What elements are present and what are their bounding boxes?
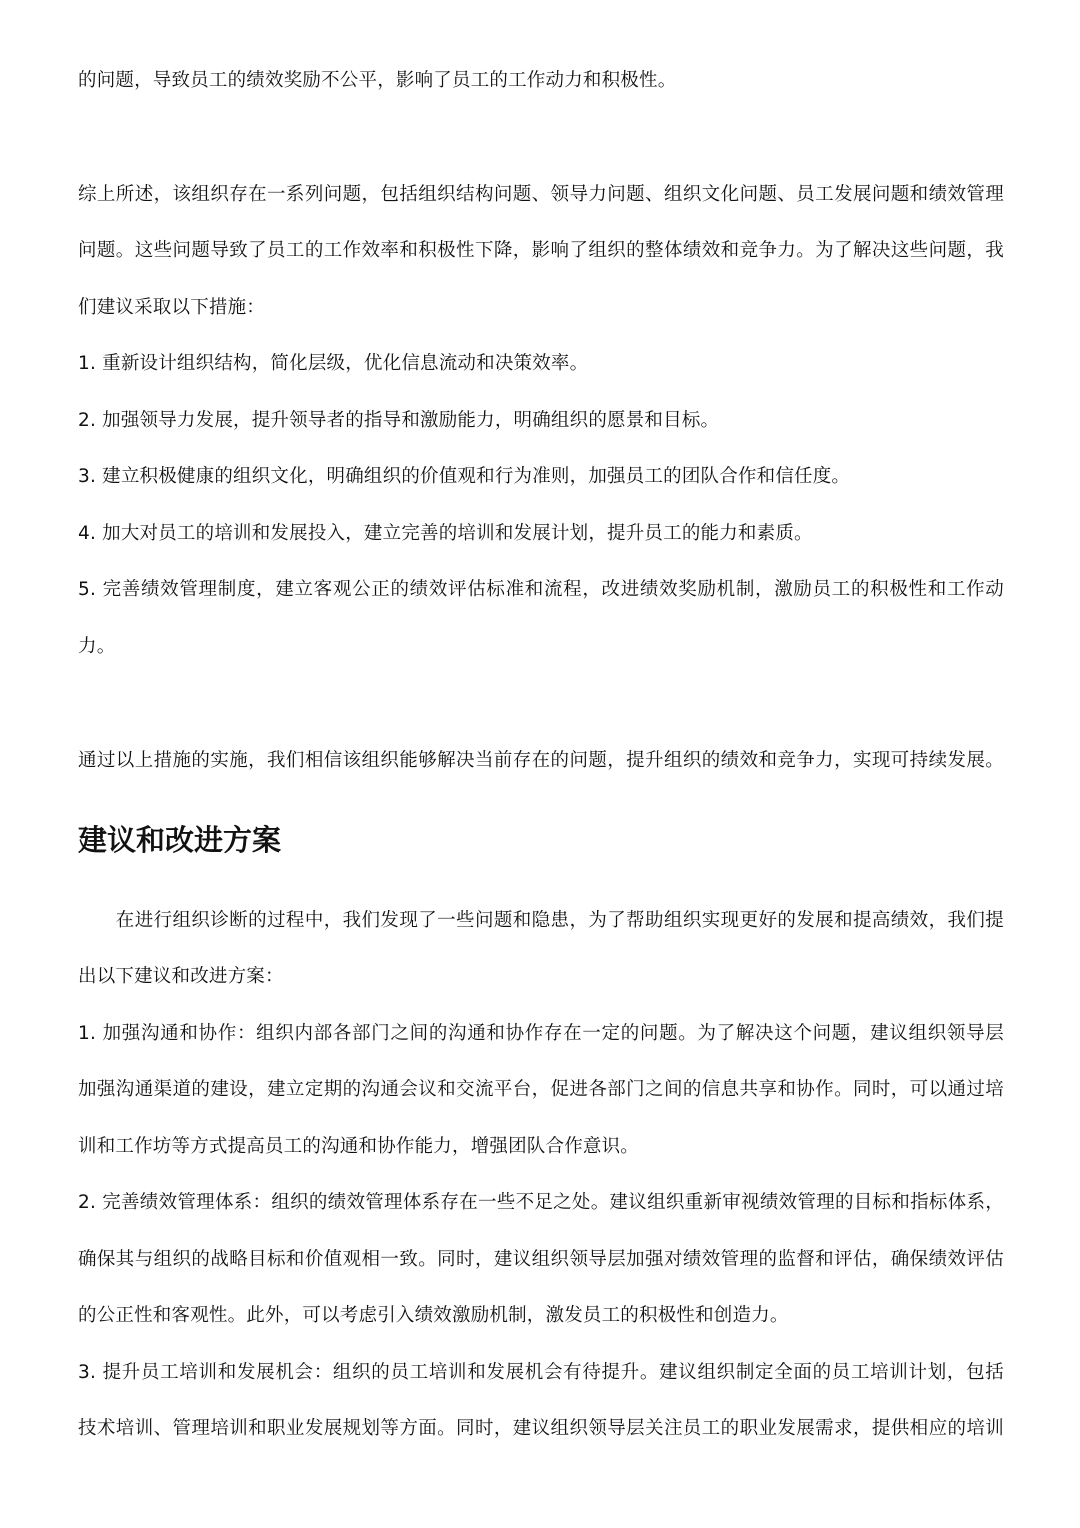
section-heading: 建议和改进方案: [78, 823, 282, 857]
list-item: 1. 重新设计组织结构，简化层级，优化信息流动和决策效率。: [78, 353, 589, 374]
text-line: 的公正性和客观性。此外，可以考虑引入绩效激励机制，激发员工的积极性和创造力。: [78, 1305, 789, 1326]
text-line: 在进行组织诊断的过程中，我们发现了一些问题和隐患，为了帮助组织实现更好的发展和提高绩效，我们提: [78, 910, 1004, 931]
text-line: 确保其与组织的战略目标和价值观相一致。同时，建议组织领导层加强对绩效管理的监督和评估，确保绩效评估: [78, 1249, 1004, 1270]
list-item: 4. 加大对员工的培训和发展投入，建立完善的培训和发展计划，提升员工的能力和素质。: [78, 523, 813, 544]
text-line: 训和工作坊等方式提高员工的沟通和协作能力，增强团队合作意识。: [78, 1136, 640, 1157]
text-line: 通过以上措施的实施，我们相信该组织能够解决当前存在的问题，提升组织的绩效和竞争力，实现可持续发展。: [78, 750, 1004, 771]
text-line: 技术培训、管理培训和职业发展规划等方面。同时，建议组织领导层关注员工的职业发展需求，提供相应的培训: [78, 1418, 1004, 1439]
list-item: 3. 建立积极健康的组织文化，明确组织的价值观和行为准则，加强员工的团队合作和信任度。: [78, 466, 851, 487]
text-line: 力。: [78, 636, 116, 657]
text-line: 们建议采取以下措施：: [78, 297, 266, 318]
text-line: 出以下建议和改进方案：: [78, 966, 284, 987]
list-item: 2. 加强领导力发展，提升领导者的指导和激励能力，明确组织的愿景和目标。: [78, 410, 720, 431]
text-line: 加强沟通渠道的建设，建立定期的沟通会议和交流平台，促进各部门之间的信息共享和协作。同时，可以通过培: [78, 1079, 1004, 1100]
text-line: 综上所述，该组织存在一系列问题，包括组织结构问题、领导力问题、组织文化问题、员工发展问题和绩效管理: [78, 184, 1004, 205]
list-item: 3. 提升员工培训和发展机会：组织的员工培训和发展机会有待提升。建议组织制定全面的员工培训计划，包括: [78, 1362, 1004, 1383]
list-item: 2. 完善绩效管理体系：组织的绩效管理体系存在一些不足之处。建议组织重新审视绩效管理的目标和指标体系，: [78, 1192, 1004, 1213]
text-line: 的问题，导致员工的绩效奖励不公平，影响了员工的工作动力和积极性。: [78, 70, 677, 91]
text-line: 问题。这些问题导致了员工的工作效率和积极性下降，影响了组织的整体绩效和竞争力。为了解决这些问题，我: [78, 240, 1004, 261]
list-item: 5. 完善绩效管理制度，建立客观公正的绩效评估标准和流程，改进绩效奖励机制，激励员工的积极性和工作动: [78, 579, 1004, 600]
list-item: 1. 加强沟通和协作：组织内部各部门之间的沟通和协作存在一定的问题。为了解决这个问题，建议组织领导层: [78, 1023, 1004, 1044]
